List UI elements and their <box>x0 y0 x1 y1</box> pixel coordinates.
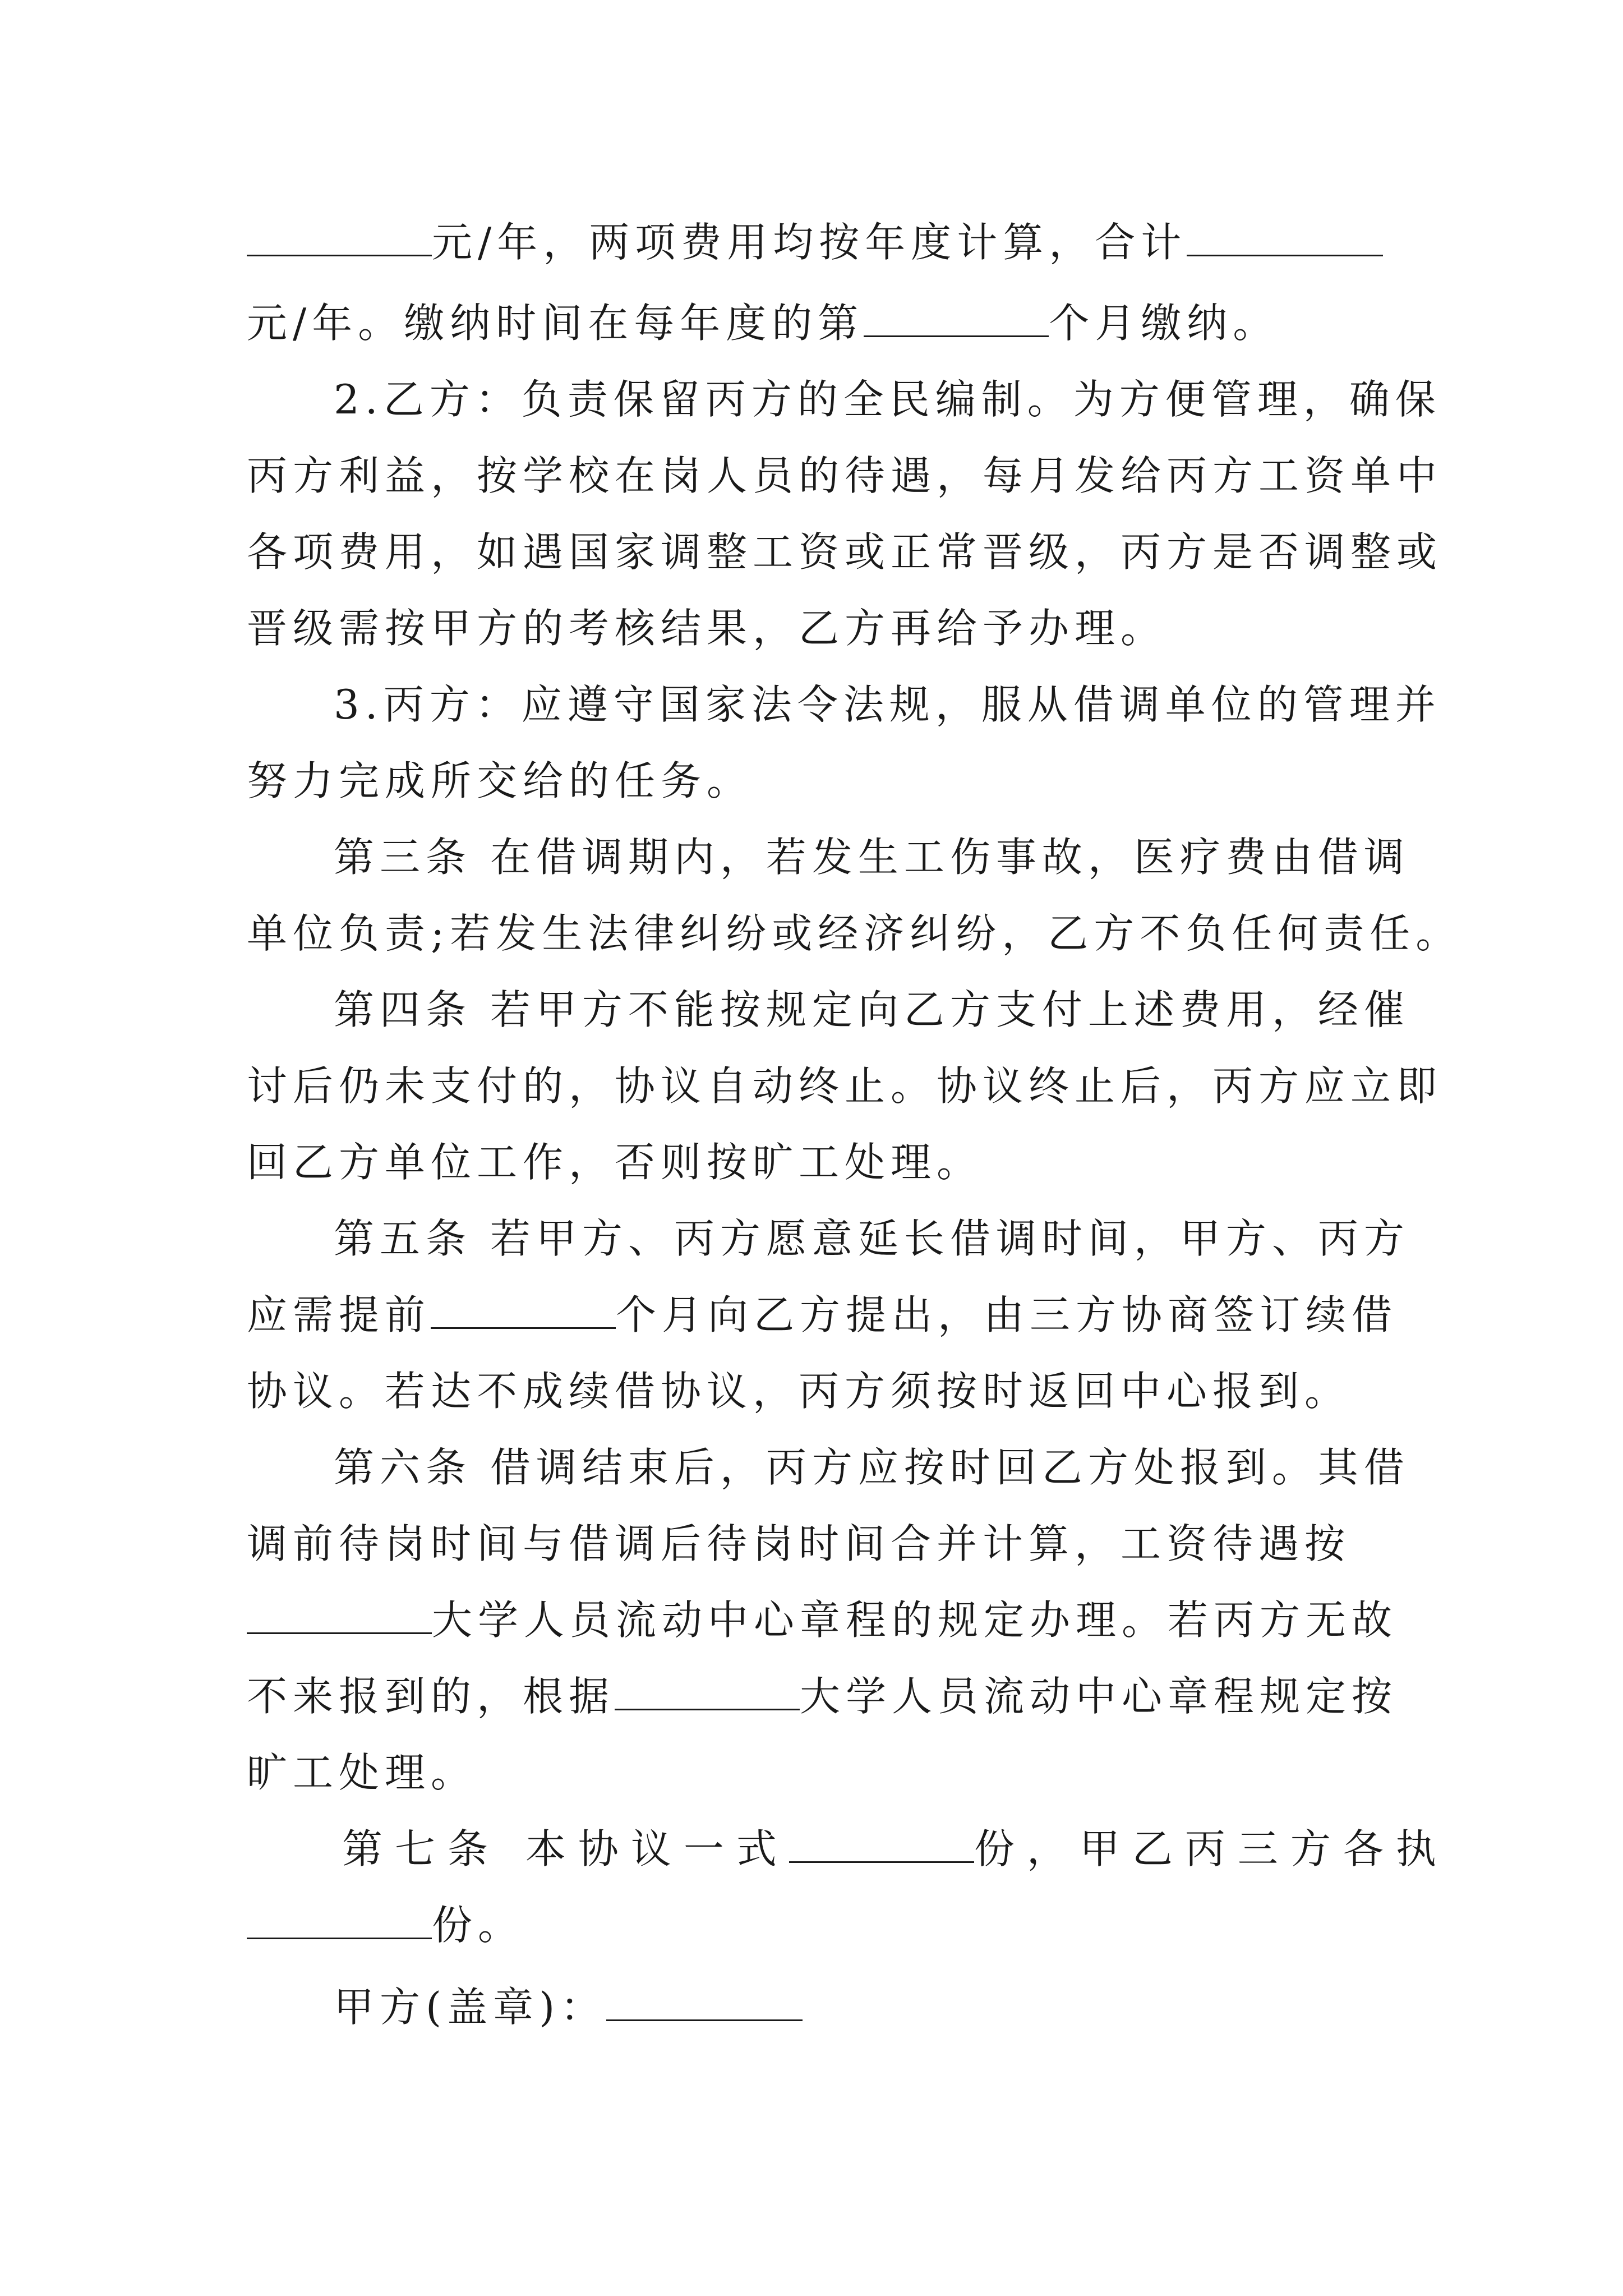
text-line <box>247 1288 1398 1342</box>
paragraph-start-line <box>342 1822 1449 1876</box>
text-line <box>247 1593 1398 1647</box>
text-run: 第五条 若甲方、丙方愿意延长借调时间，甲方、丙方 <box>334 1215 1410 1262</box>
text-run: 个月缴纳。 <box>1049 300 1279 347</box>
text-run: 丙方利益，按学校在岗人员的待遇，每月发给丙方工资单中 <box>247 452 1443 499</box>
text-line <box>247 1059 1443 1113</box>
text-run: 讨后仍未支付的，协议自动终止。协议终止后，丙方应立即 <box>247 1062 1443 1110</box>
paragraph-start-line <box>334 678 1441 731</box>
text-run: 个月向乙方提出，由三方协商签订续借 <box>616 1291 1398 1338</box>
text-line <box>247 1746 1385 1800</box>
text-line <box>247 215 1385 269</box>
text-run: 份。 <box>432 1902 524 1949</box>
paragraph-start-line <box>334 372 1441 426</box>
text-run: 元/年。缴纳时间在每年度的第 <box>247 300 864 347</box>
text-run: 份，甲乙丙三方各执 <box>974 1825 1449 1872</box>
fill-blank <box>247 1898 432 1939</box>
text-run: 元/年，两项费用均按年度计算，合计 <box>432 219 1187 266</box>
text-run: 甲方(盖章)： <box>334 1984 607 2031</box>
fill-blank <box>247 1593 432 1634</box>
text-run: 旷工处理。 <box>247 1749 477 1796</box>
signature-line-party-a <box>334 1980 1385 2034</box>
text-run: 2.乙方：负责保留丙方的全民编制。为方便管理，确保 <box>334 376 1441 423</box>
text-run: 3.丙方：应遵守国家法令法规，服从借调单位的管理并 <box>334 681 1441 728</box>
text-run: 第三条 在借调期内，若发生工伤事故，医疗费由借调 <box>334 834 1410 881</box>
text-line <box>247 1898 1385 1952</box>
paragraph-start-line <box>334 1212 1410 1266</box>
text-run: 晋级需按甲方的考核结果，乙方再给予办理。 <box>247 605 1167 652</box>
text-line <box>247 1669 1398 1723</box>
text-line <box>247 1517 1385 1571</box>
text-run: 应需提前 <box>247 1291 431 1338</box>
text-line <box>247 1364 1385 1418</box>
text-line <box>247 449 1443 503</box>
fill-blank <box>1187 215 1383 256</box>
text-run: 大学人员流动中心章程规定按 <box>800 1673 1398 1720</box>
text-run: 调前待岗时间与借调后待岗时间合并计算，工资待遇按 <box>247 1520 1351 1567</box>
fill-blank <box>431 1288 616 1329</box>
text-run: 第六条 借调结束后，丙方应按时回乙方处报到。其借 <box>334 1444 1410 1491</box>
text-run: 协议。若达不成续借协议，丙方须按时返回中心报到。 <box>247 1368 1351 1415</box>
fill-blank <box>615 1669 800 1710</box>
text-run: 第七条 本协议一式 <box>342 1825 789 1872</box>
text-run: 第四条 若甲方不能按规定向乙方支付上述费用，经催 <box>334 986 1410 1033</box>
text-line <box>247 296 1385 350</box>
text-run: 不来报到的，根据 <box>247 1673 615 1720</box>
text-run: 努力完成所交给的任务。 <box>247 757 753 804</box>
text-line <box>247 907 1462 960</box>
text-line <box>247 754 1385 808</box>
signature-blank <box>606 1980 803 2021</box>
text-line <box>247 601 1385 655</box>
paragraph-start-line <box>334 983 1410 1037</box>
text-run: 各项费用，如遇国家调整工资或正常晋级，丙方是否调整或 <box>247 528 1443 576</box>
paragraph-start-line <box>334 1441 1410 1494</box>
paragraph-start-line <box>334 830 1410 884</box>
fill-blank <box>247 215 432 256</box>
text-line <box>247 525 1443 579</box>
text-run: 回乙方单位工作，否则按旷工处理。 <box>247 1139 983 1186</box>
fill-blank <box>789 1822 974 1863</box>
text-run: 大学人员流动中心章程的规定办理。若丙方无故 <box>432 1596 1398 1644</box>
text-run: 单位负责;若发生法律纠纷或经济纠纷，乙方不负任何责任。 <box>247 910 1462 957</box>
fill-blank <box>864 296 1049 337</box>
text-line <box>247 1135 1385 1189</box>
